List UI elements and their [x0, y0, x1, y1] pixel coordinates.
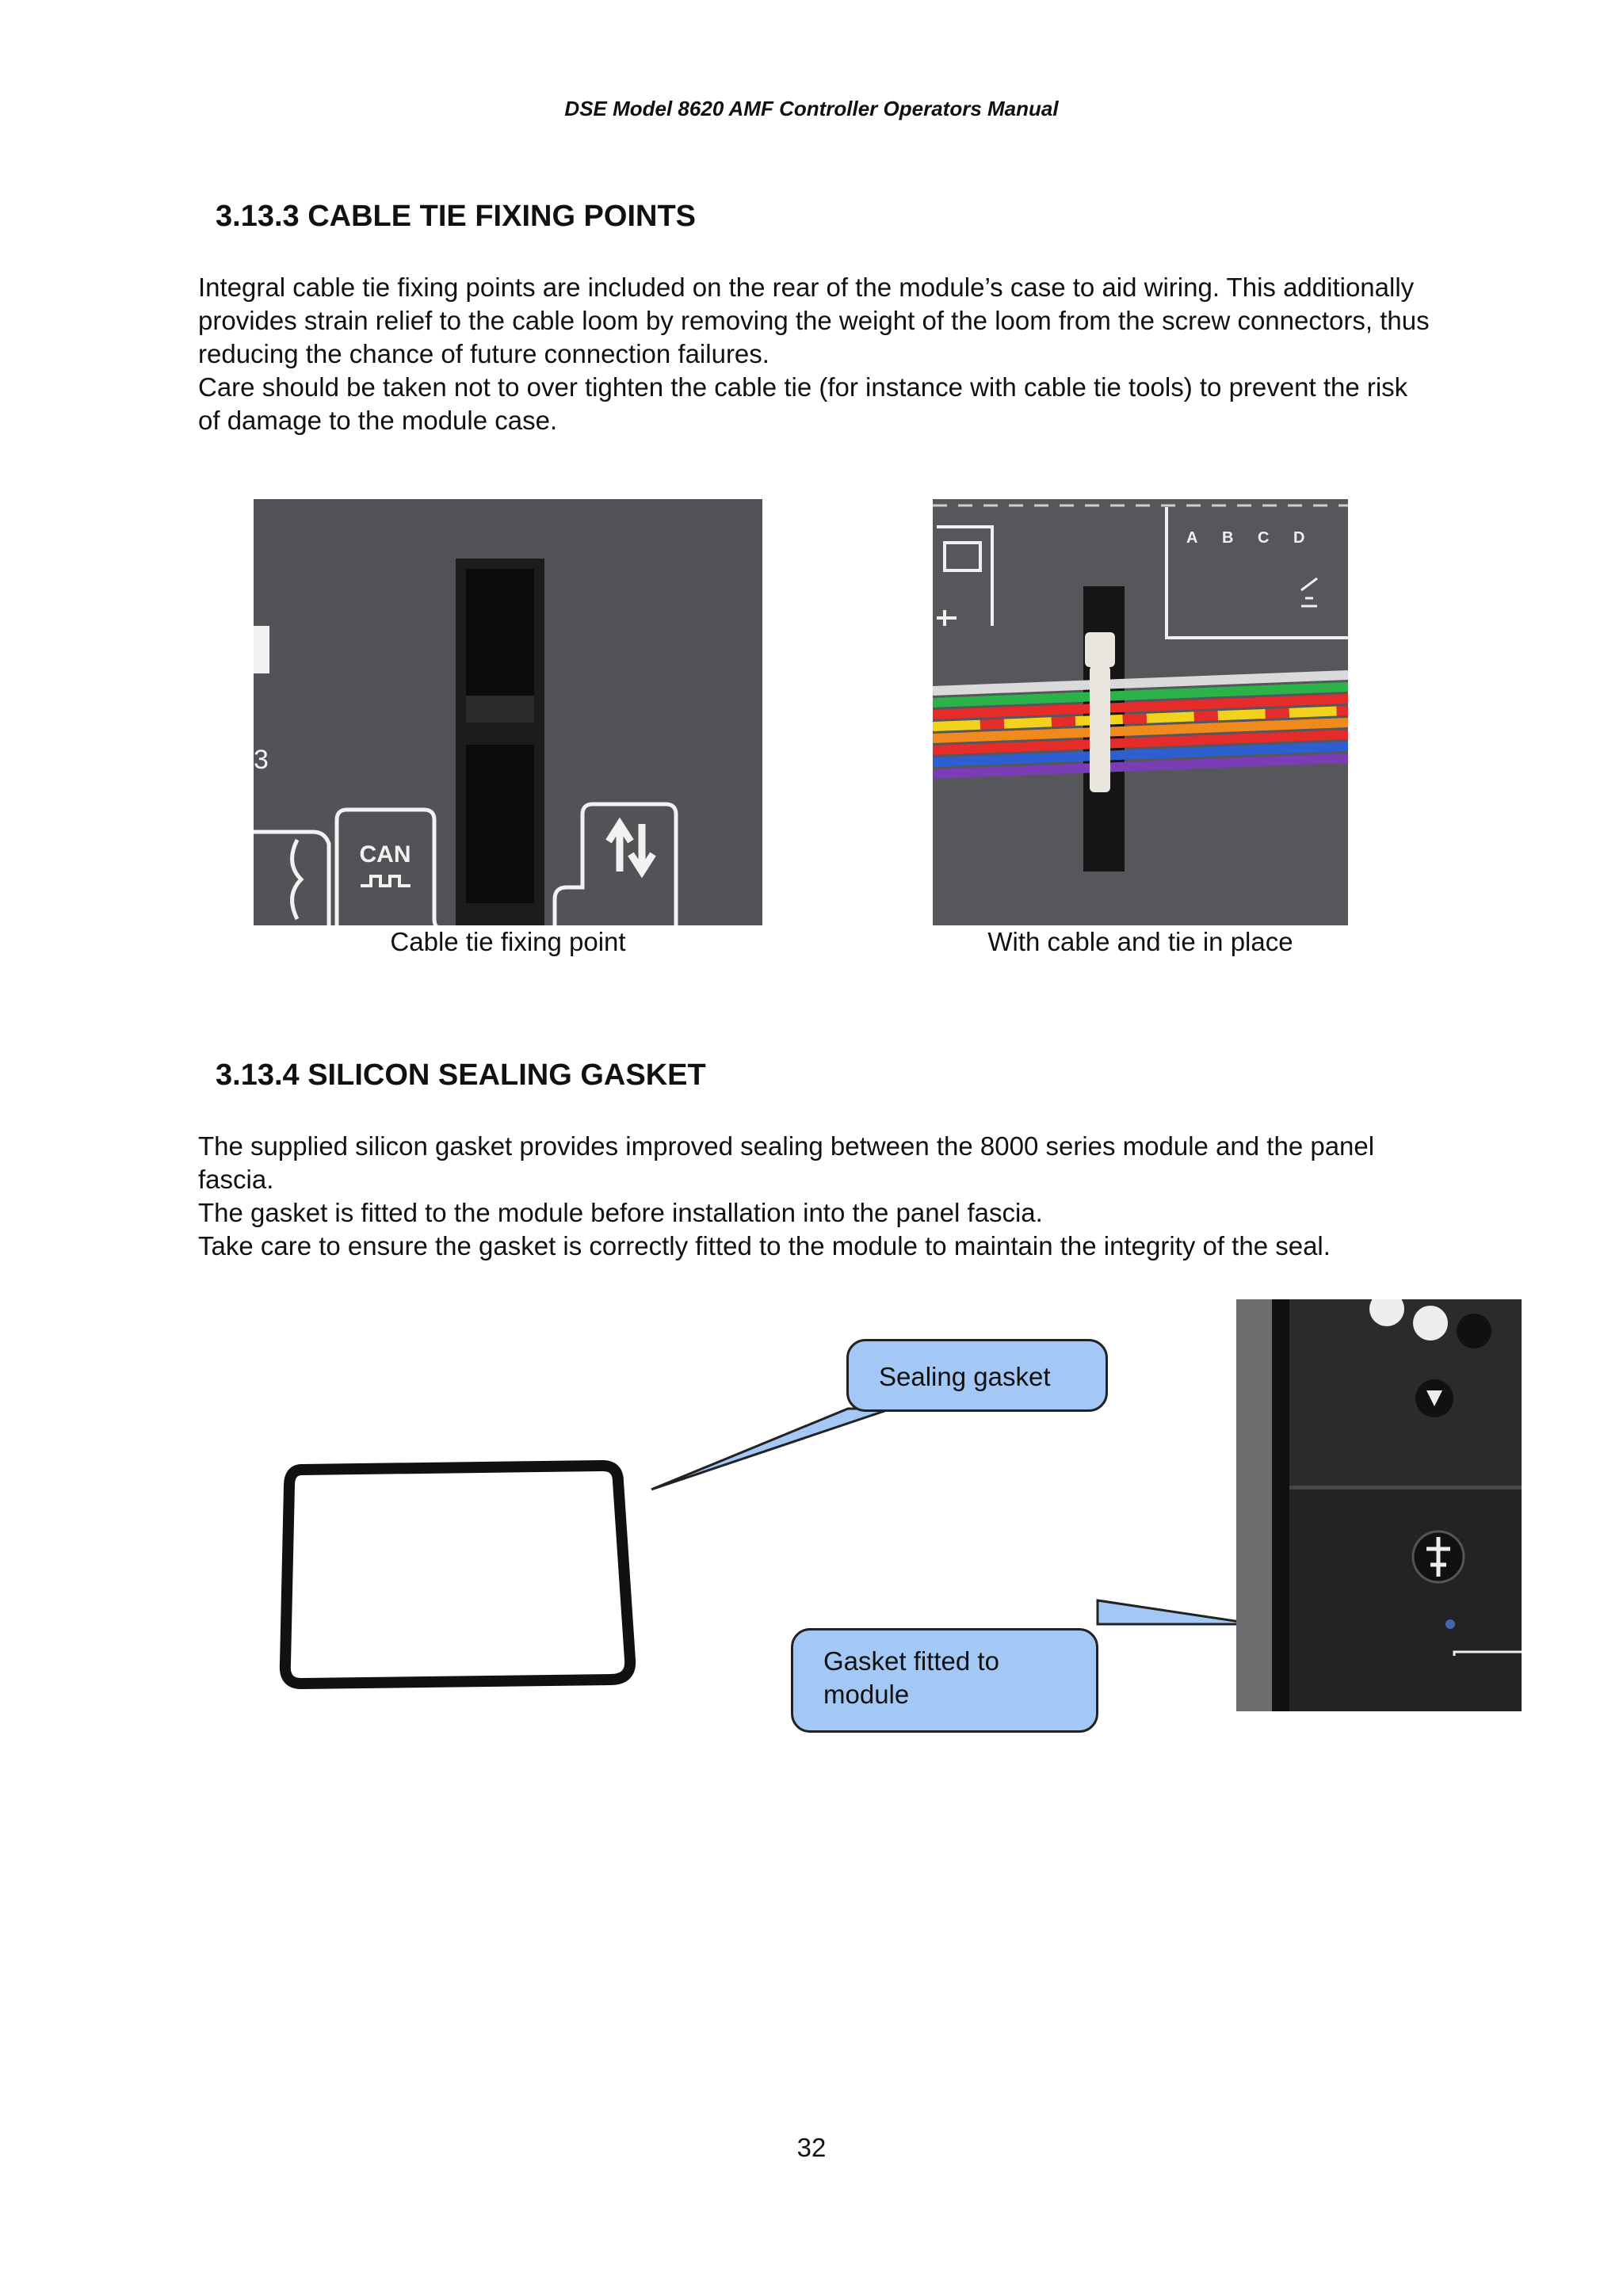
section-heading-sealing-gasket: 3.13.4 SILICON SEALING GASKET: [216, 1058, 706, 1092]
can-label: CAN: [359, 841, 411, 868]
terminal-label-b: B: [1222, 529, 1234, 547]
sealing-gasket-paragraph: The gasket is fitted to the module before installation into the panel fascia.: [198, 1198, 1043, 1227]
left-photo-digit: 3: [254, 745, 269, 775]
cable-and-tie-photo-caption: With cable and tie in place: [987, 927, 1293, 956]
sealing-gasket-paragraph: The supplied silicon gasket provides improved sealing between the 8000 series module and the panel fascia.: [198, 1131, 1375, 1194]
callout-sealing-gasket: Sealing gasket: [846, 1339, 1108, 1412]
cable-tie-body: [198, 271, 1434, 437]
section-heading-cable-tie: 3.13.3 CABLE TIE FIXING POINTS: [216, 200, 697, 233]
page-header: DSE Model 8620 AMF Controller Operators Manual: [564, 97, 1059, 120]
module-with-gasket-photo: [1236, 1299, 1522, 1711]
cable-tie-paragraph: Care should be taken not to over tighten the cable tie (for instance with cable tie tools) to prevent the risk of damage to the module case.: [198, 372, 1408, 435]
terminal-label-a: A: [1186, 529, 1198, 547]
terminal-label-d: D: [1293, 529, 1305, 547]
cable-tie-fixing-point-photo: [254, 499, 762, 925]
sealing-gasket-body: [198, 1130, 1434, 1263]
cable-tie-photo-caption: Cable tie fixing point: [390, 927, 626, 956]
terminal-label-c: C: [1258, 529, 1270, 547]
sealing-gasket-paragraph: Take care to ensure the gasket is correctly fitted to the module to maintain the integrity of the seal.: [198, 1231, 1331, 1261]
gasket-illustration: [269, 1450, 650, 1703]
cable-tie-paragraph: Integral cable tie fixing points are included on the rear of the module’s case to aid wiring. This additionally provides strain relief to the cable loom by removing the weight of the loom from the screw connectors, thus reducing the chance of future connection failures.: [198, 273, 1430, 368]
page-number: 32: [796, 2133, 827, 2162]
callout-gasket-fitted: Gasket fitted to module: [791, 1628, 1098, 1733]
cable-and-tie-photo: [933, 499, 1348, 925]
callout-pointers: [650, 1394, 1268, 1664]
